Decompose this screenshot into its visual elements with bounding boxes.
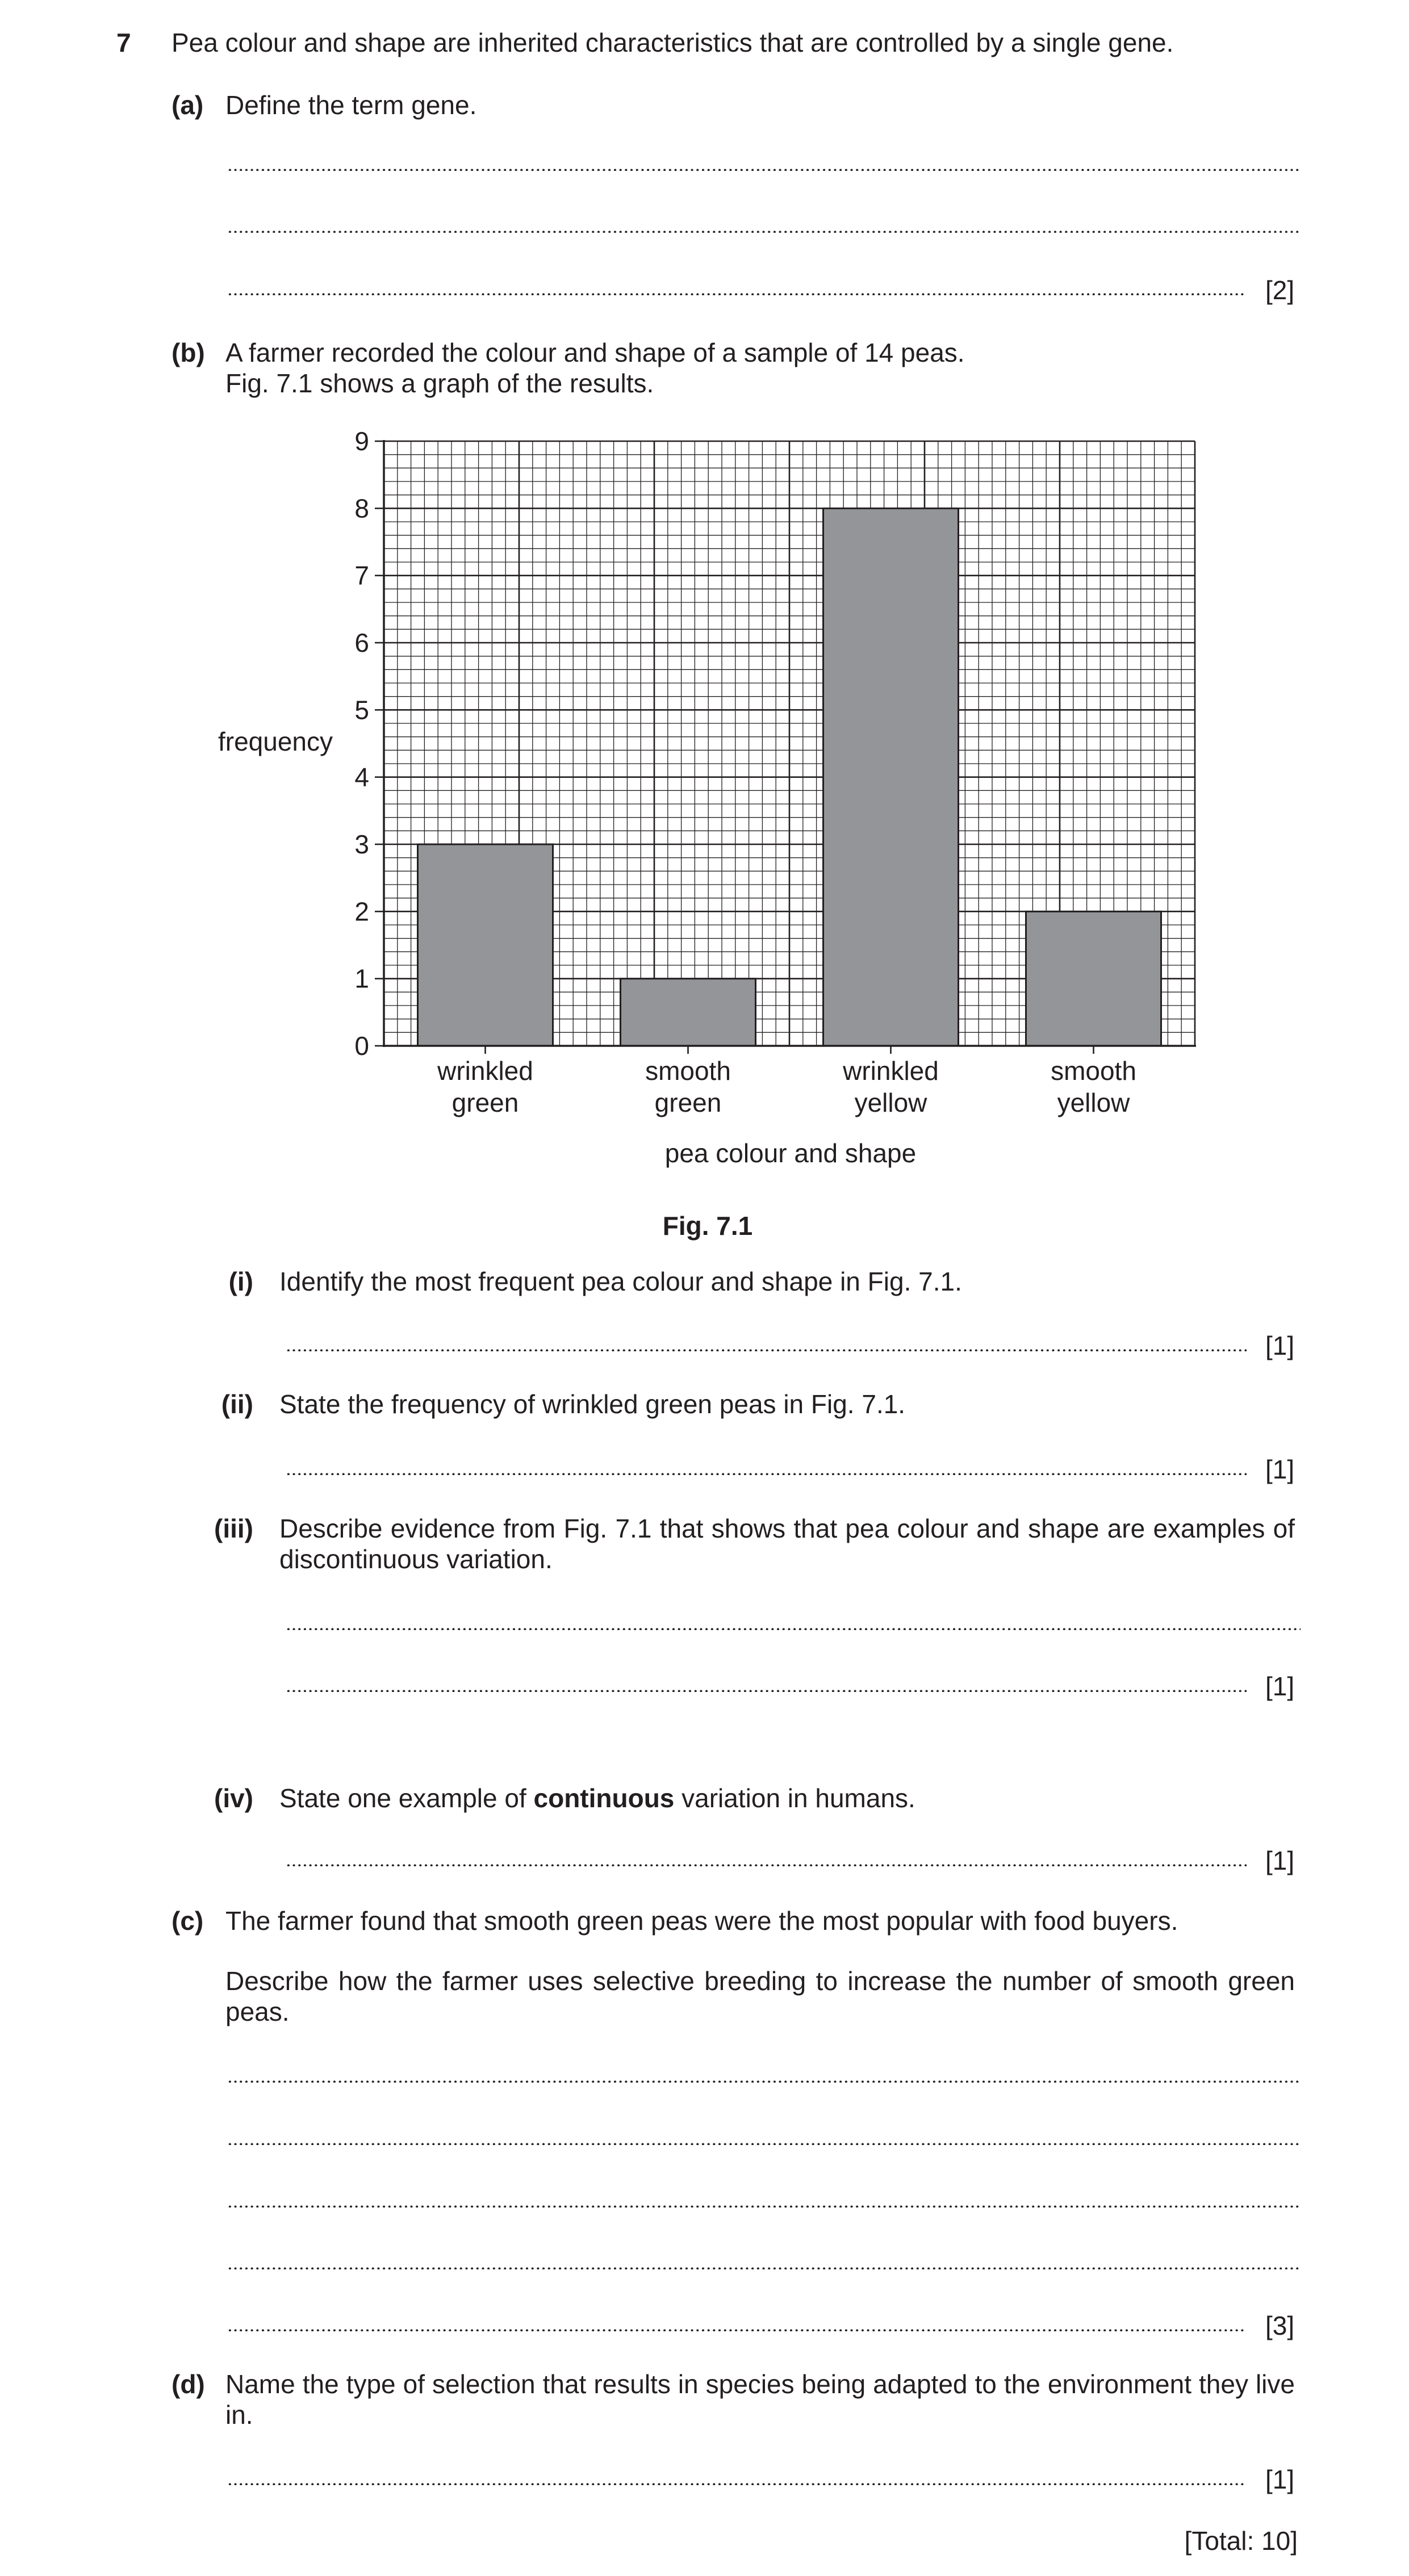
- y-tick-label: 1: [354, 964, 369, 994]
- marks: [1]: [1265, 1672, 1295, 1701]
- part-b-label: (b): [172, 338, 205, 367]
- sub-ii-label: (ii): [221, 1389, 253, 1419]
- sub-i-label: (i): [228, 1267, 253, 1296]
- part-a-label: (a): [172, 90, 204, 120]
- x-tick-label: smooth yellow: [1051, 1056, 1136, 1117]
- y-tick-label: 6: [354, 628, 369, 657]
- y-tick-label: 3: [354, 830, 369, 859]
- x-tick-label: smooth green: [645, 1056, 731, 1117]
- part-a-text: Define the term gene.: [225, 90, 477, 120]
- answer-line[interactable]: [227, 2143, 1301, 2145]
- x-ticks: [437, 1046, 1136, 1117]
- answer-line[interactable]: [286, 1690, 1247, 1692]
- y-tick-label: 5: [354, 695, 369, 725]
- part-b-text-2: Fig. 7.1 shows a graph of the results.: [225, 368, 654, 398]
- marks: [1]: [1265, 1455, 1295, 1484]
- y-tick-label: 0: [354, 1031, 369, 1061]
- sub-iv-text: [279, 1783, 915, 1814]
- answer-line[interactable]: [227, 2329, 1247, 2331]
- answer-line[interactable]: [286, 1628, 1301, 1630]
- x-tick-label: wrinkled green: [437, 1056, 533, 1117]
- part-c-text-2: Describe how the farmer uses selective breeding to increase the number of smooth green peas.: [225, 1966, 1295, 2026]
- x-axis-label: pea colour and shape: [664, 1138, 917, 1168]
- sub-iv-label: (iv): [214, 1783, 253, 1813]
- part-c-text-1: The farmer found that smooth green peas were the most popular with food buyers.: [225, 1906, 1178, 1936]
- sub-iii-text: Describe evidence from Fig. 7.1 that shows that pea colour and shape are examples of discontinuous variation.: [279, 1514, 1295, 1574]
- part-d-label: (d): [172, 2369, 205, 2399]
- y-tick-label: 2: [354, 897, 369, 927]
- y-tick-label: 4: [354, 762, 369, 792]
- answer-line[interactable]: [227, 2080, 1301, 2083]
- bar: [1026, 911, 1161, 1046]
- answer-line[interactable]: [286, 1473, 1247, 1475]
- answer-line[interactable]: [227, 2205, 1301, 2208]
- marks: [1]: [1265, 1846, 1295, 1875]
- total-marks: [Total: 10]: [1184, 2526, 1298, 2556]
- y-tick-label: 9: [354, 426, 369, 456]
- bar: [418, 844, 553, 1046]
- y-tick-label: 8: [354, 493, 369, 523]
- x-tick-label: wrinkled yellow: [843, 1056, 939, 1117]
- answer-line[interactable]: [227, 2483, 1247, 2485]
- figure-caption: Fig. 7.1: [662, 1211, 753, 1241]
- sub-iii-label: (iii): [214, 1514, 253, 1543]
- y-ticks: [354, 426, 384, 1061]
- marks: [3]: [1265, 2311, 1295, 2340]
- sub-iv-text-bold: continuous: [533, 1783, 675, 1813]
- sub-iv-text-after: variation in humans.: [674, 1783, 915, 1813]
- marks: [1]: [1265, 2465, 1295, 2494]
- sub-i-text: Identify the most frequent pea colour and shape in Fig. 7.1.: [279, 1267, 962, 1296]
- y-axis-label: frequency: [218, 727, 333, 756]
- bar: [621, 979, 756, 1046]
- sub-iv-text-before: State one example of: [279, 1783, 534, 1813]
- part-d-text: Name the type of selection that results in species being adapted to the environment they live in.: [225, 2369, 1295, 2430]
- question-number: 7: [116, 28, 131, 57]
- bar: [823, 508, 959, 1046]
- y-tick-label: 7: [354, 560, 369, 590]
- question-stem: Pea colour and shape are inherited characteristics that are controlled by a single gene.: [172, 28, 1174, 57]
- answer-line[interactable]: [227, 2267, 1301, 2269]
- answer-line[interactable]: [286, 1864, 1247, 1866]
- marks: [2]: [1265, 275, 1295, 305]
- answer-line[interactable]: [286, 1349, 1247, 1351]
- bar-chart: [0, 0, 1409, 1249]
- part-b-text-1: A farmer recorded the colour and shape of a sample of 14 peas.: [225, 338, 965, 367]
- part-c-label: (c): [172, 1906, 204, 1936]
- marks: [1]: [1265, 1331, 1295, 1360]
- sub-ii-text: State the frequency of wrinkled green peas in Fig. 7.1.: [279, 1389, 906, 1419]
